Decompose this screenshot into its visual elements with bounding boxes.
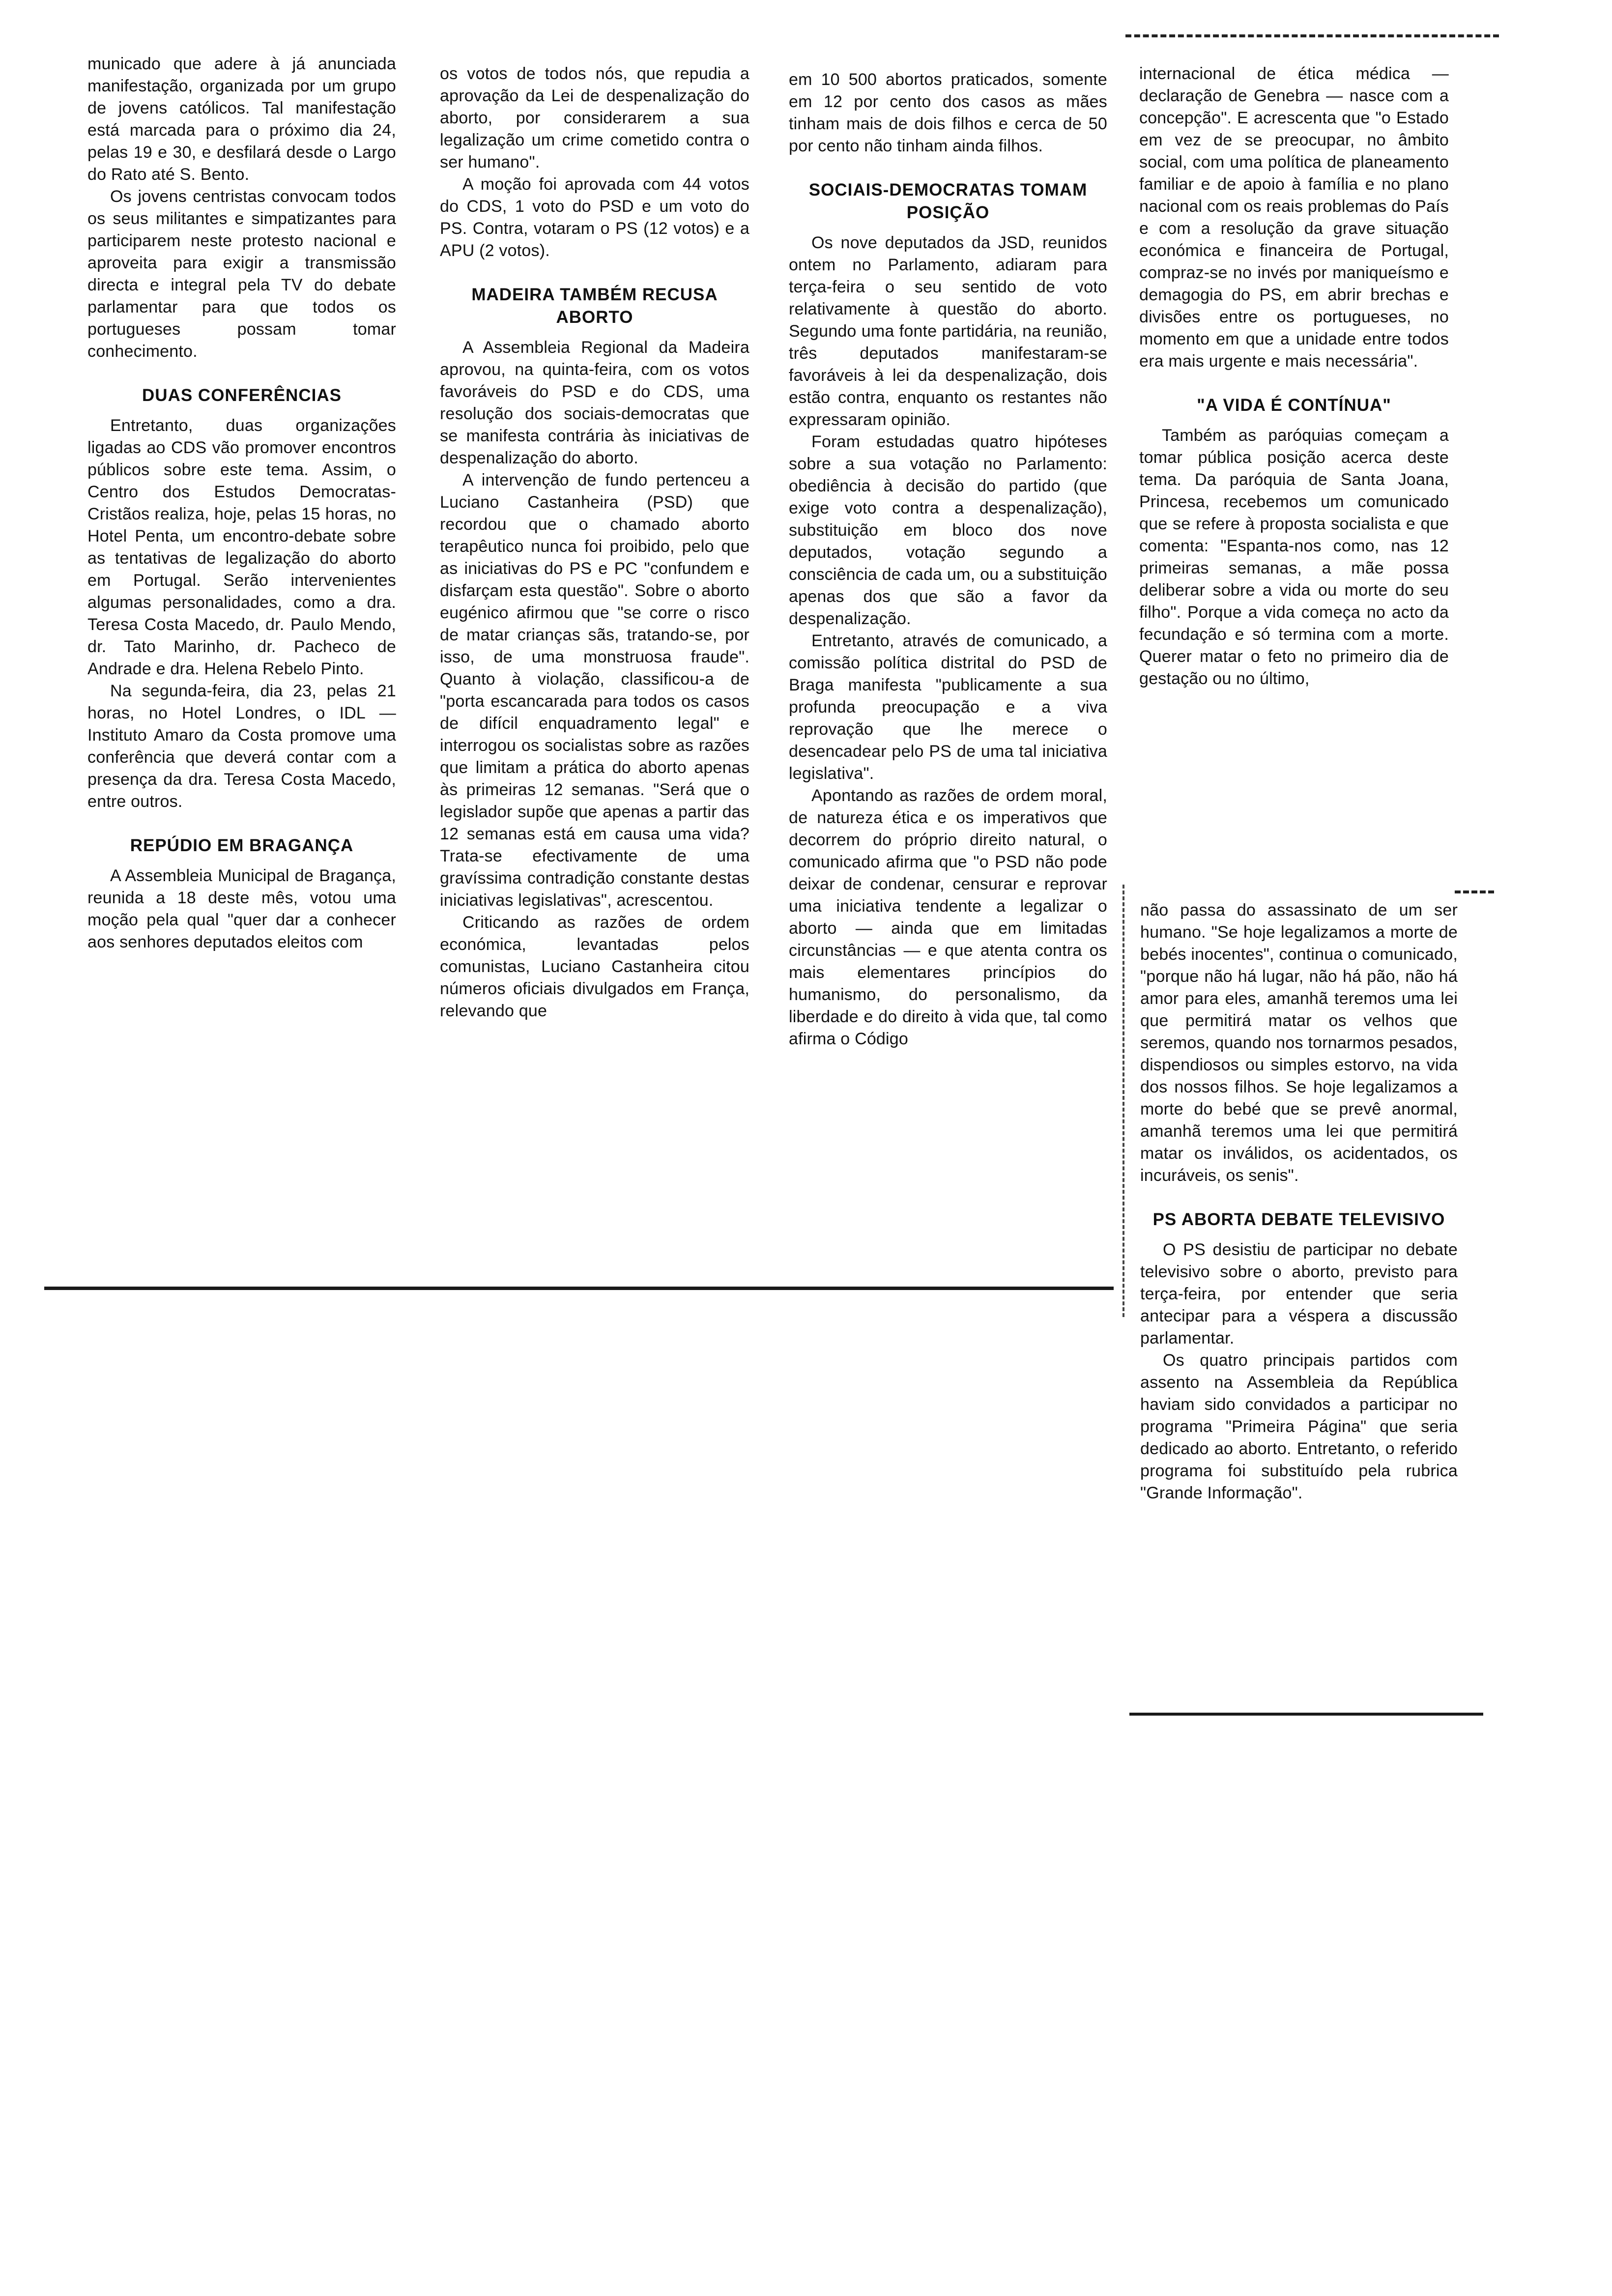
section-heading: PS ABORTA DEBATE TELEVISIVO [1152, 1210, 1445, 1229]
article-paragraph: Também as paróquias começam a tomar pública posição acerca deste tema. Da paróquia de Santa Joana, Princesa, recebemos um comunicado que se refere à proposta socialista e que comenta: "Espanta-nos como, nas 12 primeiras semanas, a mãe possa deliberar sobre a vida ou morte do seu filho". Porque a vida começa no acto da fecundação e só termina com a morte. Querer matar o feto no primeiro dia de gestação ou no último, [1139, 426, 1449, 688]
section-heading: SOCIAIS-DEMOCRATAS TOMAM POSIÇÃO [808, 180, 1088, 222]
article-paragraph: O PS desistiu de participar no debate televisivo sobre o aborto, previsto para terça-feira, por entender que seria antecipar para a véspera a discussão parlamentar. [1140, 1240, 1458, 1348]
spacer [1139, 373, 1449, 394]
spacer [1139, 417, 1449, 425]
spacer [87, 407, 396, 415]
article-paragraph: A Assembleia Regional da Madeira aprovou, na quinta-feira, com os votos favoráveis do PSD e do CDS, uma resolução dos sociais-democratas que se manifesta contrária às iniciativas de despenalização do aborto. [440, 338, 749, 467]
spacer [440, 262, 749, 284]
article-column-4 [1139, 63, 1449, 690]
section-heading: REPÚDIO EM BRAGANÇA [130, 836, 354, 855]
article-paragraph: Os nove deputados da JSD, reunidos ontem no Parlamento, adiaram para terça-feira o seu sentido de voto relativamente à questão do aborto. Segundo uma fonte partidária, na reunião, três deputados manifestaram-se favoráveis à lei da despenalização, dois estão contra, enquanto os restantes não expressaram opinião. [789, 233, 1107, 429]
article-paragraph: Criticando as razões de ordem económica, levantadas pelos comunistas, Luciano Castanheira citou números oficiais divulgados em França, relevando que [440, 913, 749, 1020]
article-column-1 [87, 53, 396, 953]
article-paragraph: Os quatro principais partidos com assento na Assembleia da República haviam sido convidados a participar no programa "Primeira Página" que seria dedicado ao aborto. Entretanto, o referido programa foi substituído pela rubrica "Grande Informação". [1140, 1351, 1458, 1502]
spacer [440, 329, 749, 337]
article-paragraph: em 10 500 abortos praticados, somente em 12 por cento dos casos as mães tinham mais de dois filhos e cerca de 50 por cento não tinham ainda filhos. [789, 70, 1107, 155]
article-paragraph: Foram estudadas quatro hipóteses sobre a sua votação no Parlamento: obediência à decisão do partido (que exige voto contra a despenalização), substituição em bloco dos nove deputados, votação segundo a consciência de cada um, ou a substituição apenas dos que são a favor da despenalização. [789, 432, 1107, 628]
article-column-5 [1140, 899, 1458, 1504]
article-column-2 [440, 63, 749, 1022]
article-paragraph: A moção foi aprovada com 44 votos do CDS, 1 voto do PSD e um voto do PS. Contra, votaram o PS (12 votos) e a APU (2 votos). [440, 175, 749, 260]
article-paragraph: A intervenção de fundo pertenceu a Luciano Castanheira (PSD) que recordou que o chamado aborto terapêutico nunca foi proibido, pelo que as iniciativas do PS e PC "confundem e disfarçam esta questão". Sobre o aborto eugénico afirmou que "se corre o risco de matar crianças sãs, tratando-se, por isso, de uma monstruosa fraude". Quanto à violação, classificou-a de "porta escancarada para todos os casos de difícil enquadramento legal" e interrogou os socialistas sobre as razões que limitam a prática do aborto apenas às primeiras 12 semanas. "Será que o legislador supõe que apenas a partir das 12 semanas está em causa uma vida? Trata-se efectivamente de uma gravíssima contradição constante destas iniciativas legislativas", acrescentou. [440, 471, 749, 910]
article-paragraph: municado que adere à já anunciada manifestação, organizada por um grupo de jovens católicos. Tal manifestação está marcada para o próximo dia 24, pelas 19 e 30, e desfilará desde o Largo do Rato até S. Bento. [87, 55, 396, 184]
section-heading: "A VIDA É CONTÍNUA" [1197, 396, 1391, 415]
spacer [1140, 1187, 1458, 1208]
right-column-divider [1123, 885, 1124, 1317]
article-column-3 [789, 69, 1107, 1050]
article-paragraph: não passa do assassinato de um ser humano. "Se hoje legalizamos a morte de bebés inocentes", continua o comunicado, "porque não há lugar, não há pão, não há amor para eles, amanhã teremos uma lei que permitirá matar os velhos que seremos, quando nos tornarmos pesados, dispendiosos ou simples estorvo, na vida dos nossos filhos. Se hoje legalizamos a morte do bebé que se prevê anormal, amanhã teremos uma lei que permitirá matar os inválidos, os acidentados, os incuráveis, os senis". [1140, 901, 1458, 1185]
spacer [1140, 1231, 1458, 1239]
spacer [87, 813, 396, 834]
article-paragraph: os votos de todos nós, que repudia a aprovação da Lei de despenalização do aborto, por considerarem a sua legalização um crime cometido contra o ser humano". [440, 64, 749, 172]
article-paragraph: Entretanto, através de comunicado, a comissão política distrital do PSD de Braga manifesta "publicamente a sua profunda preocupação e a viva reprovação que lhe merece o desencadear pelo PS de uma tal iniciativa legislativa". [789, 631, 1107, 783]
mid-right-dash [1455, 890, 1494, 893]
spacer [87, 363, 396, 384]
bottom-cut-line [44, 1287, 1114, 1290]
spacer [789, 224, 1107, 232]
article-paragraph: internacional de ética médica — declaração de Genebra — nasce com a concepção". E acrescenta que "o Estado em vez de se preocupar, no âmbito social, com uma política de planeamento familiar e de apoio à família e no plano nacional com os reais problemas do País e com a resolução da grave situação económica e financeira de Portugal, compraz-se no invés por maniqueísmo e demagogia do PS, em abrir brechas e divisões entre os portugueses, no momento em que a unidade entre todos era mais urgente e mais necessária". [1139, 64, 1449, 371]
article-paragraph: Os jovens centristas convocam todos os seus militantes e simpatizantes para participarem neste protesto nacional e aproveita para exigir a transmissão directa e integral pela TV do debate parlamentar para que todos os portugueses possam tomar conhecimento. [87, 187, 396, 361]
section-heading: MADEIRA TAMBÉM RECUSA ABORTO [471, 285, 718, 327]
top-edge-dash [1125, 34, 1499, 37]
spacer [87, 857, 396, 865]
lower-right-cut-line [1129, 1713, 1483, 1716]
section-heading: DUAS CONFERÊNCIAS [142, 386, 342, 405]
article-paragraph: Apontando as razões de ordem moral, de natureza ética e os imperativos que decorrem do próprio direito natural, o comunicado afirma que "o PSD não pode deixar de condenar, censurar e reprovar uma iniciativa tendente a legalizar o aborto — ainda que em limitadas circunstâncias — e que atenta contra os mais elementares princípios do humanismo, do personalismo, da liberdade e do direito à vida que, tal como afirma o Código [789, 786, 1107, 1048]
article-paragraph: A Assembleia Municipal de Bragança, reunida a 18 deste mês, votou uma moção pela qual "quer dar a conhecer aos senhores deputados eleitos com [87, 866, 396, 951]
spacer [789, 157, 1107, 179]
article-paragraph: Na segunda-feira, dia 23, pelas 21 horas, no Hotel Londres, o IDL — Instituto Amaro da Costa promove uma conferência que deverá contar com a presença da dra. Teresa Costa Macedo, entre outros. [87, 682, 396, 811]
article-paragraph: Entretanto, duas organizações ligadas ao CDS vão promover encontros públicos sobre este tema. Assim, o Centro dos Estudos Democratas-Cristãos realiza, hoje, pelas 15 horas, no Hotel Penta, um encontro-debate sobre as tentativas de legalização do aborto em Portugal. Serão intervenientes algumas personalidades, como a dra. Teresa Costa Macedo, dr. Paulo Mendo, dr. Tato Marinho, dr. Pacheco de Andrade e dra. Helena Rebelo Pinto. [87, 416, 396, 678]
